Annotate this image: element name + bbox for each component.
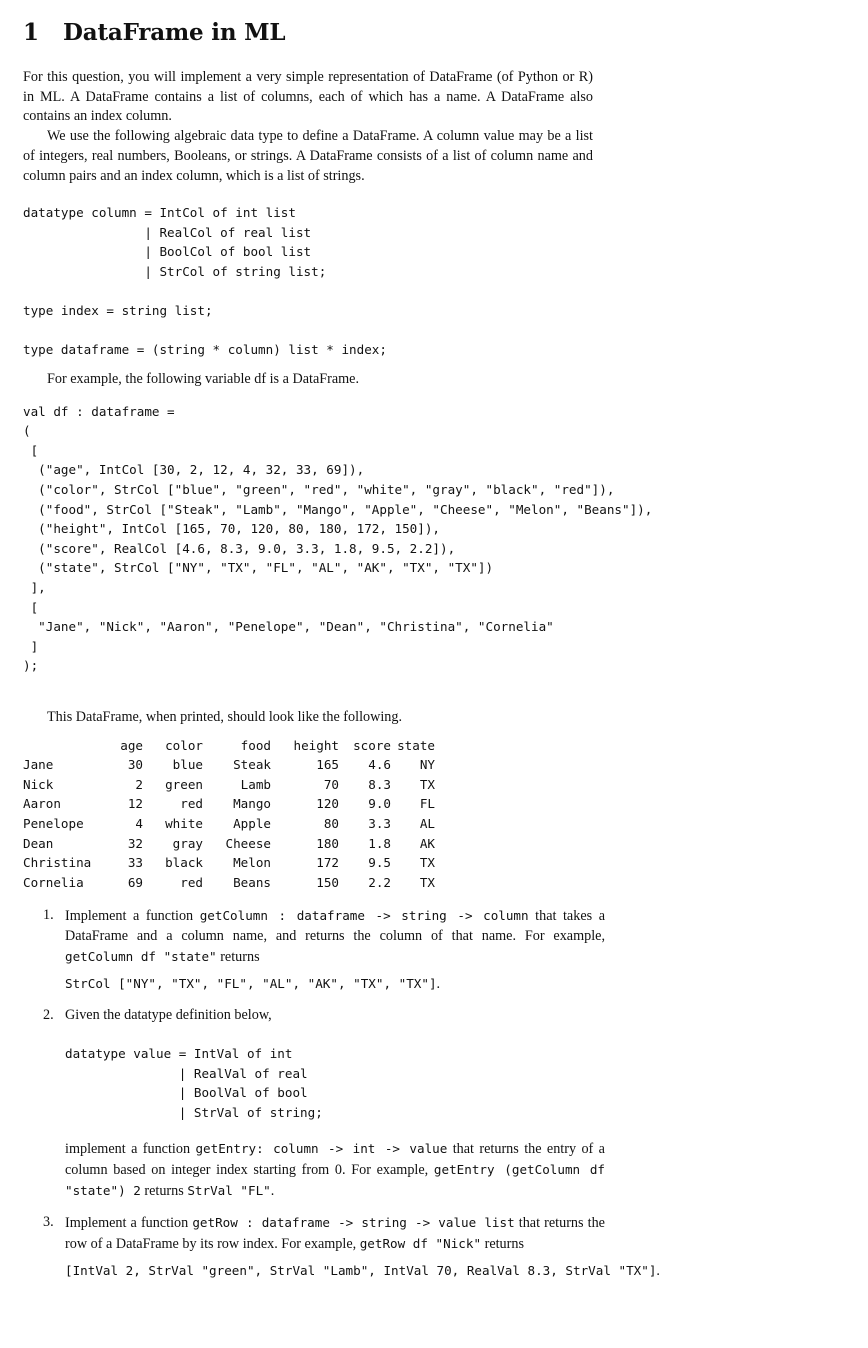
table-cell: Lamb (240, 776, 271, 792)
section-title: DataFrame in ML (63, 19, 286, 46)
code-span: getColumn : dataframe -> string -> column (199, 908, 529, 924)
table-cell: FL (419, 796, 435, 812)
table-cell: blue (172, 757, 203, 773)
table-cell: 165 (316, 757, 339, 773)
table-cell: Apple (233, 816, 271, 832)
table-header-cell: age (120, 737, 143, 753)
table-cell: 4.6 (368, 757, 391, 773)
table-cell: green (165, 776, 203, 792)
table-header-cell: food (240, 737, 271, 753)
table-cell: black (165, 855, 203, 871)
table-cell: TX (419, 855, 435, 871)
table-cell: AK (419, 835, 435, 851)
question-1-text (65, 906, 605, 967)
table-header-cell: score (353, 737, 391, 753)
intro-paragraph-2: We use the following algebraic data type to define a DataFrame. A column value may be a list of integers, real numbers, Booleans, or strings. A DataFrame consists of a list of column name and column pairs and an index column, which is a list of strings. (23, 128, 593, 184)
row-index-cell: Cornelia (23, 874, 84, 890)
question-list (23, 906, 853, 1281)
row-index-cell: Nick (23, 776, 54, 792)
code-span: StrCol ["NY", "TX", "FL", "AL", "AK", "TX", "TX"] (65, 975, 437, 991)
section-number: 1 (23, 19, 39, 46)
code-span: [IntVal 2, StrVal "green", StrVal "Lamb", IntVal 70, RealVal 8.3, StrVal "TX"] (65, 1262, 657, 1278)
question-1-result (65, 974, 765, 995)
table-cell: 69 (127, 874, 143, 890)
table-cell: Melon (233, 855, 271, 871)
text-span: Implement a function (65, 908, 200, 925)
table-row (23, 755, 435, 775)
table-cell: NY (419, 757, 435, 773)
table-cell: 4 (135, 816, 143, 832)
section-heading (23, 18, 853, 48)
table-cell: 172 (316, 855, 339, 871)
table-cell: 2.2 (368, 874, 391, 890)
table-row (23, 775, 435, 795)
text-span: that takes a DataFrame and a column name, and returns the column of that name. For example, (65, 908, 605, 945)
table-cell: 3.3 (368, 816, 391, 832)
row-index-cell: Penelope (23, 816, 84, 832)
question-1 (23, 906, 605, 994)
text-span: returns (140, 1182, 188, 1199)
table-cell: Beans (233, 874, 271, 890)
table-row (23, 853, 435, 873)
code-span: getEntry (getColumn df "state") 2 (65, 1162, 605, 1198)
text-span: . (656, 1262, 660, 1279)
table-cell: 70 (323, 776, 339, 792)
df-example-code: val df : dataframe = ( [ ("age", IntCol [30, 2, 12, 4, 32, 33, 69]), ("color", StrCol ["blue", "green", "red", "white", "gray", "black", "red"]), ("food", StrCol ["Steak", "Lamb", "Mango", "Apple", "Cheese", "Melon", "Beans"]), ("height", IntCol [165, 70, 120, 80, 180, 172, 150]), ("score", RealCol [4.6, 8.3, 9.0, 3.3, 1.8, 9.5, 2.2]), ("state", StrCol ["NY", "TX", "FL", "AL", "AK", "TX", "TX"]) ], [ "Jane", "Nick", "Aaron", "Penelope", "Dean", "Christina", "Cornelia" ] ); (23, 403, 653, 674)
table-cell: 150 (316, 874, 339, 890)
table-cell: gray (172, 835, 203, 851)
table-cell: red (180, 874, 203, 890)
value-datatype-code: datatype value = IntVal of int | RealVal of real | BoolVal of bool | StrVal of string; (65, 1045, 323, 1120)
row-index-cell: Jane (23, 757, 54, 773)
table-cell: 180 (316, 835, 339, 851)
text-span: implement a function (65, 1141, 196, 1158)
code-span: getRow : dataframe -> string -> value list (192, 1215, 515, 1231)
table-cell: 32 (127, 835, 143, 851)
table-row (23, 873, 435, 893)
table-cell: Mango (233, 796, 271, 812)
table-header-cell: color (165, 737, 203, 753)
question-3 (23, 1213, 660, 1281)
code-span: getColumn df "state" (65, 948, 217, 964)
table-cell: Cheese (225, 835, 271, 851)
table-cell: 33 (127, 855, 143, 871)
table-header-cell: height (293, 737, 339, 753)
table-row (23, 794, 435, 814)
intro-paragraph-1: For this question, you will implement a very simple representation of DataFrame (of Python or R) in ML. A DataFrame contains a list of columns, each of which has a name. A DataFrame also contains an index column. (23, 69, 593, 125)
question-2 (23, 1006, 605, 1201)
question-3-result (65, 1261, 785, 1282)
table-cell: white (165, 816, 203, 832)
code-span: getRow df "Nick" (359, 1236, 482, 1252)
table-cell: TX (419, 874, 435, 890)
table-cell: Steak (233, 757, 271, 773)
table-cell: AL (419, 816, 435, 832)
table-body (23, 755, 435, 892)
document-page (23, 18, 853, 1282)
text-span: that returns the entry of a column based on integer index starting from 0. For example, (65, 1141, 605, 1179)
question-2-text (65, 1139, 605, 1201)
code-span: getEntry: column -> int -> value (195, 1141, 448, 1157)
table-cell: red (180, 796, 203, 812)
printed-intro: This DataFrame, when printed, should look like the following. (47, 708, 403, 725)
text-span: returns (216, 948, 260, 965)
table-header-cell (23, 736, 115, 756)
table-cell: 1.8 (368, 835, 391, 851)
table-cell: 30 (127, 757, 143, 773)
row-index-cell: Dean (23, 835, 54, 851)
table-header-row (23, 736, 435, 756)
question-3-text (65, 1213, 605, 1254)
code-span: StrVal "FL" (187, 1182, 271, 1198)
text-span: that returns the row of a DataFrame by its row index. For example, (65, 1215, 605, 1253)
row-index-cell: Aaron (23, 796, 61, 812)
table-cell: 12 (127, 796, 143, 812)
text-span: . (436, 975, 441, 992)
question-number: 2. (43, 1007, 54, 1024)
table-cell: 9.5 (368, 855, 391, 871)
text-span: . (270, 1182, 275, 1199)
text-span: returns (481, 1236, 524, 1253)
dataframe-type-code: type dataframe = (string * column) list * index; (23, 342, 387, 358)
table-cell: 9.0 (368, 796, 391, 812)
table-cell: TX (419, 776, 435, 792)
table-row (23, 834, 435, 854)
printed-dataframe-table (23, 736, 435, 893)
question-2-lead: Given the datatype definition below, (65, 1007, 272, 1024)
table-header-cell: state (397, 737, 435, 753)
text-span: Implement a function (65, 1215, 193, 1232)
table-row (23, 814, 435, 834)
column-datatype-code: datatype column = IntCol of int list | RealCol of real list | BoolCol of bool list | StrCol of string list; (23, 205, 327, 279)
table-cell: 80 (323, 816, 339, 832)
question-number: 3. (43, 1214, 54, 1231)
example-intro: For example, the following variable df is a DataFrame. (47, 370, 360, 387)
row-index-cell: Christina (23, 855, 92, 871)
table-cell: 8.3 (368, 776, 391, 792)
question-number: 1. (43, 907, 54, 924)
table-cell: 120 (316, 796, 339, 812)
table-cell: 2 (135, 776, 143, 792)
index-type-code: type index = string list; (23, 303, 213, 319)
